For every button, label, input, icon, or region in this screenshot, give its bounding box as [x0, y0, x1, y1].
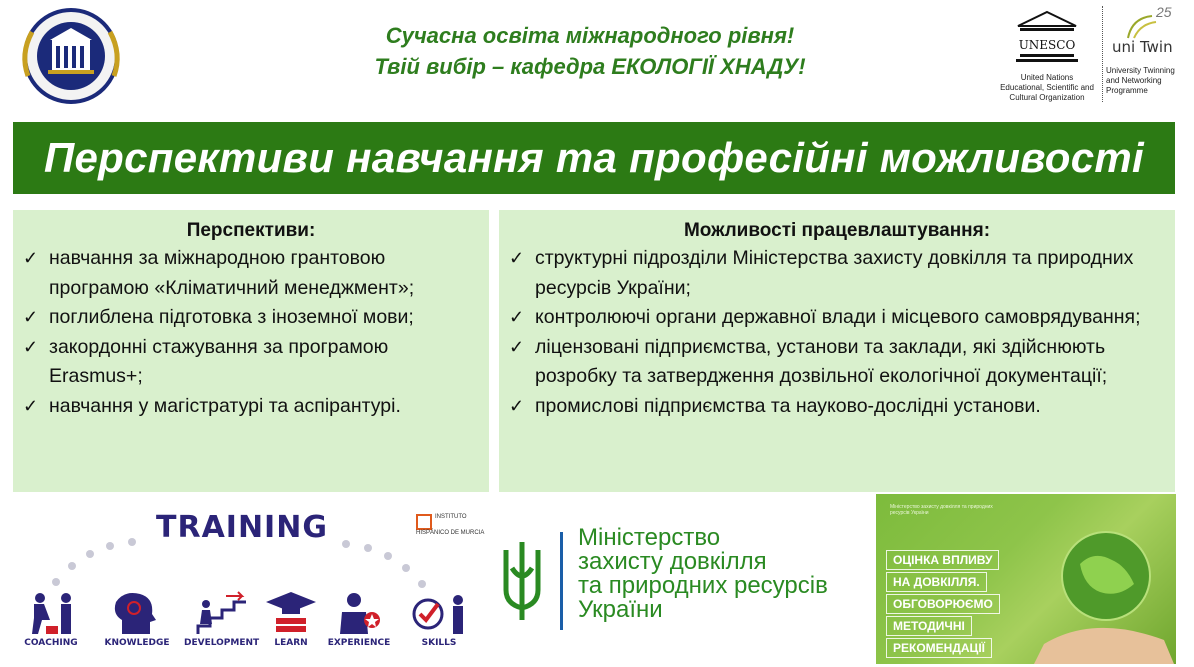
list-item-text: промислові підприємства та науково-дослідні установи.	[535, 394, 1041, 417]
skill-development	[184, 590, 260, 648]
list-item	[509, 392, 1169, 422]
slogan-line-2: Твій вибір – кафедра ЕКОЛОГІЇ ХНАДУ!	[374, 54, 806, 79]
eia-line: МЕТОДИЧНІ	[886, 616, 972, 636]
unesco-org-line-2: Educational, Scientific and	[1000, 83, 1094, 92]
employment-heading: Можливості працевлаштування:	[683, 220, 991, 241]
ministry-logo	[498, 520, 870, 640]
employment-box	[499, 210, 1175, 492]
ministry-divider	[560, 532, 563, 630]
skill-label: DEVELOPMENT	[184, 638, 260, 648]
list-item	[23, 392, 483, 422]
trident-icon	[498, 538, 546, 624]
prospects-list	[13, 244, 489, 422]
skill-label: SKILLS	[421, 638, 457, 648]
header-slogan	[230, 20, 950, 82]
instituto-name: INSTITUTO HISPÁNICO DE MURCIA	[416, 514, 485, 536]
instituto-mark-icon	[416, 514, 432, 530]
unitwin-prog-line-2: and Networking	[1106, 76, 1162, 85]
unesco-org-line-3: Cultural Organization	[1009, 93, 1085, 102]
skill-label: KNOWLEDGE	[104, 638, 170, 648]
eia-line: РЕКОМЕНДАЦІЇ	[886, 638, 992, 658]
learn-icon	[256, 590, 326, 636]
globe-in-hand-icon	[1034, 494, 1174, 664]
training-title: TRAINING	[156, 510, 328, 545]
list-item	[509, 303, 1169, 333]
skill-knowledge	[102, 590, 172, 648]
skill-label: LEARN	[274, 638, 308, 648]
skill-skills	[404, 590, 474, 648]
ministry-line-3: та природних ресурсів	[578, 572, 828, 599]
coaching-icon	[16, 590, 86, 636]
unitwin-prog-line-3: Programme	[1106, 86, 1148, 95]
logo-divider	[1102, 6, 1103, 102]
skill-label: EXPERIENCE	[327, 638, 391, 648]
title-banner	[13, 122, 1175, 194]
ministry-line-2: захисту довкілля	[578, 548, 767, 575]
eia-line: НА ДОВКІЛЛЯ.	[886, 572, 987, 592]
unesco-unitwin-logo	[992, 2, 1194, 106]
unitwin-mark	[1106, 2, 1194, 66]
skill-learn	[256, 590, 326, 648]
unitwin-block	[1106, 2, 1194, 106]
eia-poster	[876, 494, 1176, 664]
ministry-line-4: України	[578, 596, 663, 623]
list-item-text: структурні підрозділи Міністерства захисту довкілля та природних ресурсів України;	[535, 247, 1134, 299]
eia-line: ОЦІНКА ВПЛИВУ	[886, 550, 999, 570]
list-item-text: поглиблена підготовка з іноземної мови;	[49, 306, 414, 329]
unitwin-word: uni Twin	[1112, 38, 1173, 56]
check-icon: ✓	[509, 336, 525, 357]
khnadu-logo	[12, 6, 130, 106]
eia-ministry-caption: Міністерство захисту довкілля та природних ресурсів України	[890, 504, 993, 516]
list-item-text: контролюючі органи державної влади і місцевого самоврядування;	[535, 306, 1141, 329]
unesco-word: UNESCO	[1018, 38, 1076, 52]
list-item	[509, 333, 1169, 392]
skill-label: COACHING	[24, 638, 78, 648]
unesco-block	[992, 2, 1102, 106]
list-item	[509, 244, 1169, 303]
list-item	[23, 244, 483, 303]
check-icon: ✓	[23, 395, 39, 416]
unitwin-prog-line-1: University Twinning	[1106, 66, 1175, 75]
unesco-org-line-1: United Nations	[1020, 73, 1074, 82]
list-item-text: навчання за міжнародною грантовою програмою «Кліматичний менеджмент»;	[49, 247, 415, 299]
list-item	[23, 303, 483, 333]
training-graphic	[16, 504, 486, 664]
experience-icon	[324, 590, 394, 636]
check-icon: ✓	[509, 395, 525, 416]
check-icon: ✓	[23, 248, 39, 268]
unitwin-25-badge: 25	[1156, 4, 1172, 20]
list-item-text: навчання у магістратурі та аспірантурі.	[49, 394, 401, 417]
eia-line: ОБГОВОРЮЄМО	[886, 594, 1000, 614]
skill-coaching	[16, 590, 86, 648]
ministry-line-1: Міністерство	[578, 524, 721, 551]
ministry-name	[578, 526, 828, 622]
knowledge-icon	[102, 590, 172, 636]
slogan-line-1: Сучасна освіта міжнародного рівня!	[385, 23, 795, 48]
instituto-logo	[416, 514, 486, 537]
list-item	[23, 333, 483, 392]
check-icon: ✓	[509, 307, 525, 328]
check-icon: ✓	[23, 307, 39, 328]
prospects-heading: Перспективи:	[186, 220, 316, 241]
check-icon: ✓	[509, 248, 525, 268]
prospects-box	[13, 210, 489, 492]
check-icon: ✓	[23, 336, 39, 357]
employment-list	[499, 244, 1175, 422]
development-icon	[184, 590, 254, 636]
page-title: Перспективи навчання та професійні можливості	[43, 134, 1145, 181]
list-item-text: закордонні стажування за програмою Erasmus+;	[49, 335, 389, 388]
unesco-temple-icon	[1012, 8, 1082, 68]
list-item-text: ліцензовані підприємства, установи та заклади, які здійснюють розробку та затвердження дозвільної екологічної документації;	[535, 335, 1108, 388]
skill-experience	[324, 590, 394, 648]
skills-icon	[404, 590, 474, 636]
